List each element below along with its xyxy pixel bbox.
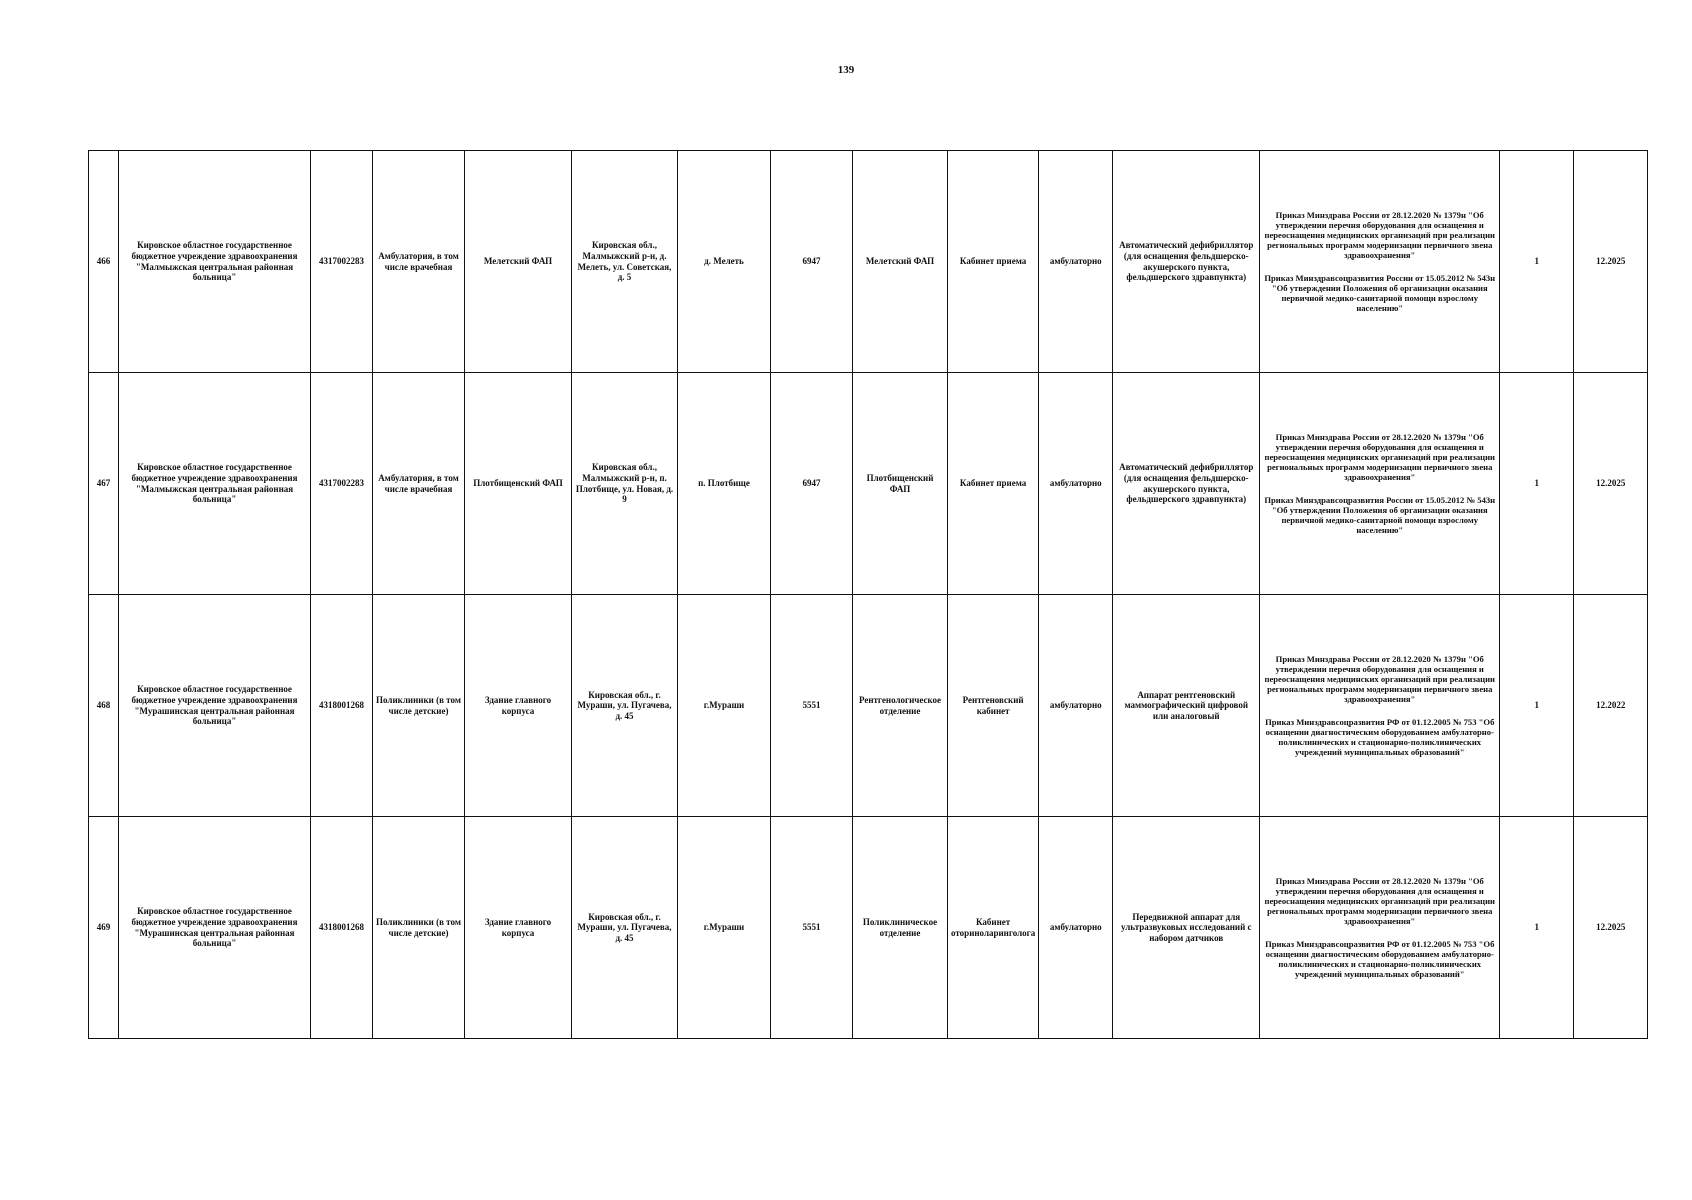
room-cell: Кабинет оториноларинголога bbox=[948, 817, 1039, 1039]
order-reference-secondary: Приказ Минздравсоцразвития России от 15.05.2012 № 543н "Об утверждении Положения об организации оказания первичной медико-санитарной помощи взрослому населению" bbox=[1264, 272, 1496, 313]
locality-cell: г.Мураши bbox=[678, 595, 771, 817]
population-cell: 5551 bbox=[771, 595, 853, 817]
equipment-name-cell: Передвижной аппарат для ультразвуковых исследований с набором датчиков bbox=[1113, 817, 1260, 1039]
page-number: 139 bbox=[837, 64, 855, 76]
quantity-cell: 1 bbox=[1500, 817, 1574, 1039]
population-cell: 6947 bbox=[771, 373, 853, 595]
organization-name-cell: Кировское областное государственное бюджетное учреждение здравоохранения "Малмыжская центральная районная больница" bbox=[119, 151, 311, 373]
facility-type-cell: Амбулатория, в том числе врачебная bbox=[373, 373, 465, 595]
table-body bbox=[89, 151, 1648, 1039]
target-date-cell: 12.2025 bbox=[1574, 373, 1648, 595]
order-reference-primary: Приказ Минздрава России от 28.12.2020 № 1379н "Об утверждении перечня оборудования для оснащения и переоснащения медицинских организаций при реализации региональных программ модернизации первичного звена здравоохранения" bbox=[1264, 875, 1495, 927]
row-number-cell: 469 bbox=[89, 817, 119, 1039]
order-spacer bbox=[1263, 705, 1496, 717]
population-cell: 5551 bbox=[771, 817, 853, 1039]
organization-name-cell: Кировское областное государственное бюджетное учреждение здравоохранения "Мурашинская центральная районная больница" bbox=[119, 595, 311, 817]
row-number-cell: 466 bbox=[89, 151, 119, 373]
care-form-cell: амбулаторно bbox=[1039, 595, 1113, 817]
target-date-cell: 12.2025 bbox=[1574, 817, 1648, 1039]
order-reference-secondary: Приказ Минздравсоцразвития РФ от 01.12.2005 № 753 "Об оснащении диагностическим оборудованием амбулаторно-поликлинических и стационарно-поликлинических учреждений муниципальных образований" bbox=[1265, 716, 1495, 757]
building-name-cell: Плотбищенский ФАП bbox=[465, 373, 572, 595]
department-cell: Плотбищенский ФАП bbox=[853, 373, 948, 595]
order-spacer bbox=[1263, 927, 1496, 939]
table-row bbox=[89, 817, 1648, 1039]
facility-type-cell: Поликлиники (в том числе детские) bbox=[373, 595, 465, 817]
facility-type-cell: Амбулатория, в том числе врачебная bbox=[373, 151, 465, 373]
order-reference-primary: Приказ Минздрава России от 28.12.2020 № 1379н "Об утверждении перечня оборудования для оснащения и переоснащения медицинских организаций при реализации региональных программ модернизации первичного звена здравоохранения" bbox=[1264, 209, 1495, 261]
building-name-cell: Мелетский ФАП bbox=[465, 151, 572, 373]
order-reference-cell bbox=[1260, 373, 1500, 595]
building-name-cell: Здание главного корпуса bbox=[465, 817, 572, 1039]
equipment-table bbox=[88, 150, 1648, 1039]
target-date-cell: 12.2025 bbox=[1574, 151, 1648, 373]
care-form-cell: амбулаторно bbox=[1039, 817, 1113, 1039]
order-reference-cell bbox=[1260, 595, 1500, 817]
inn-code-cell: 4318001268 bbox=[311, 595, 373, 817]
department-cell: Поликлиническое отделение bbox=[853, 817, 948, 1039]
organization-name-cell: Кировское областное государственное бюджетное учреждение здравоохранения "Малмыжская центральная районная больница" bbox=[119, 373, 311, 595]
equipment-name-cell: Аппарат рентгеновский маммографический цифровой или аналоговый bbox=[1113, 595, 1260, 817]
care-form-cell: амбулаторно bbox=[1039, 151, 1113, 373]
table-row bbox=[89, 151, 1648, 373]
inn-code-cell: 4318001268 bbox=[311, 817, 373, 1039]
address-cell: Кировская обл., г. Мураши, ул. Пугачева, д. 45 bbox=[572, 817, 678, 1039]
department-cell: Рентгенологическое отделение bbox=[853, 595, 948, 817]
target-date-cell: 12.2022 bbox=[1574, 595, 1648, 817]
equipment-name-cell: Автоматический дефибриллятор (для оснащения фельдшерско-акушерского пункта, фельдшерского здравпункта) bbox=[1113, 373, 1260, 595]
address-cell: Кировская обл., Малмыжский р-н, д. Мелеть, ул. Советская, д. 5 bbox=[572, 151, 678, 373]
department-cell: Мелетский ФАП bbox=[853, 151, 948, 373]
locality-cell: п. Плотбище bbox=[678, 373, 771, 595]
locality-cell: д. Мелеть bbox=[678, 151, 771, 373]
row-number-cell: 468 bbox=[89, 595, 119, 817]
locality-cell: г.Мураши bbox=[678, 817, 771, 1039]
equipment-name-cell: Автоматический дефибриллятор (для оснащения фельдшерско-акушерского пункта, фельдшерского здравпункта) bbox=[1113, 151, 1260, 373]
order-spacer bbox=[1263, 261, 1496, 273]
room-cell: Кабинет приема bbox=[948, 373, 1039, 595]
order-reference-cell bbox=[1260, 151, 1500, 373]
order-reference-secondary: Приказ Минздравсоцразвития России от 15.05.2012 № 543н "Об утверждении Положения об организации оказания первичной медико-санитарной помощи взрослому населению" bbox=[1264, 494, 1496, 535]
order-reference-primary: Приказ Минздрава России от 28.12.2020 № 1379н "Об утверждении перечня оборудования для оснащения и переоснащения медицинских организаций при реализации региональных программ модернизации первичного звена здравоохранения" bbox=[1264, 431, 1495, 483]
facility-type-cell: Поликлиники (в том числе детские) bbox=[373, 817, 465, 1039]
table-row bbox=[89, 373, 1648, 595]
quantity-cell: 1 bbox=[1500, 595, 1574, 817]
order-reference-primary: Приказ Минздрава России от 28.12.2020 № 1379н "Об утверждении перечня оборудования для оснащения и переоснащения медицинских организаций при реализации региональных программ модернизации первичного звена здравоохранения" bbox=[1264, 653, 1495, 705]
quantity-cell: 1 bbox=[1500, 373, 1574, 595]
table-row bbox=[89, 595, 1648, 817]
address-cell: Кировская обл., Малмыжский р-н, п. Плотбище, ул. Новая, д. 9 bbox=[572, 373, 678, 595]
row-number-cell: 467 bbox=[89, 373, 119, 595]
order-spacer bbox=[1263, 483, 1496, 495]
order-reference-secondary: Приказ Минздравсоцразвития РФ от 01.12.2005 № 753 "Об оснащении диагностическим оборудованием амбулаторно-поликлинических и стационарно-поликлинических учреждений муниципальных образований" bbox=[1265, 938, 1495, 979]
inn-code-cell: 4317002283 bbox=[311, 151, 373, 373]
room-cell: Кабинет приема bbox=[948, 151, 1039, 373]
organization-name-cell: Кировское областное государственное бюджетное учреждение здравоохранения "Мурашинская центральная районная больница" bbox=[119, 817, 311, 1039]
address-cell: Кировская обл., г. Мураши, ул. Пугачева, д. 45 bbox=[572, 595, 678, 817]
inn-code-cell: 4317002283 bbox=[311, 373, 373, 595]
order-reference-cell bbox=[1260, 817, 1500, 1039]
building-name-cell: Здание главного корпуса bbox=[465, 595, 572, 817]
quantity-cell: 1 bbox=[1500, 151, 1574, 373]
room-cell: Рентгеновский кабинет bbox=[948, 595, 1039, 817]
population-cell: 6947 bbox=[771, 151, 853, 373]
care-form-cell: амбулаторно bbox=[1039, 373, 1113, 595]
